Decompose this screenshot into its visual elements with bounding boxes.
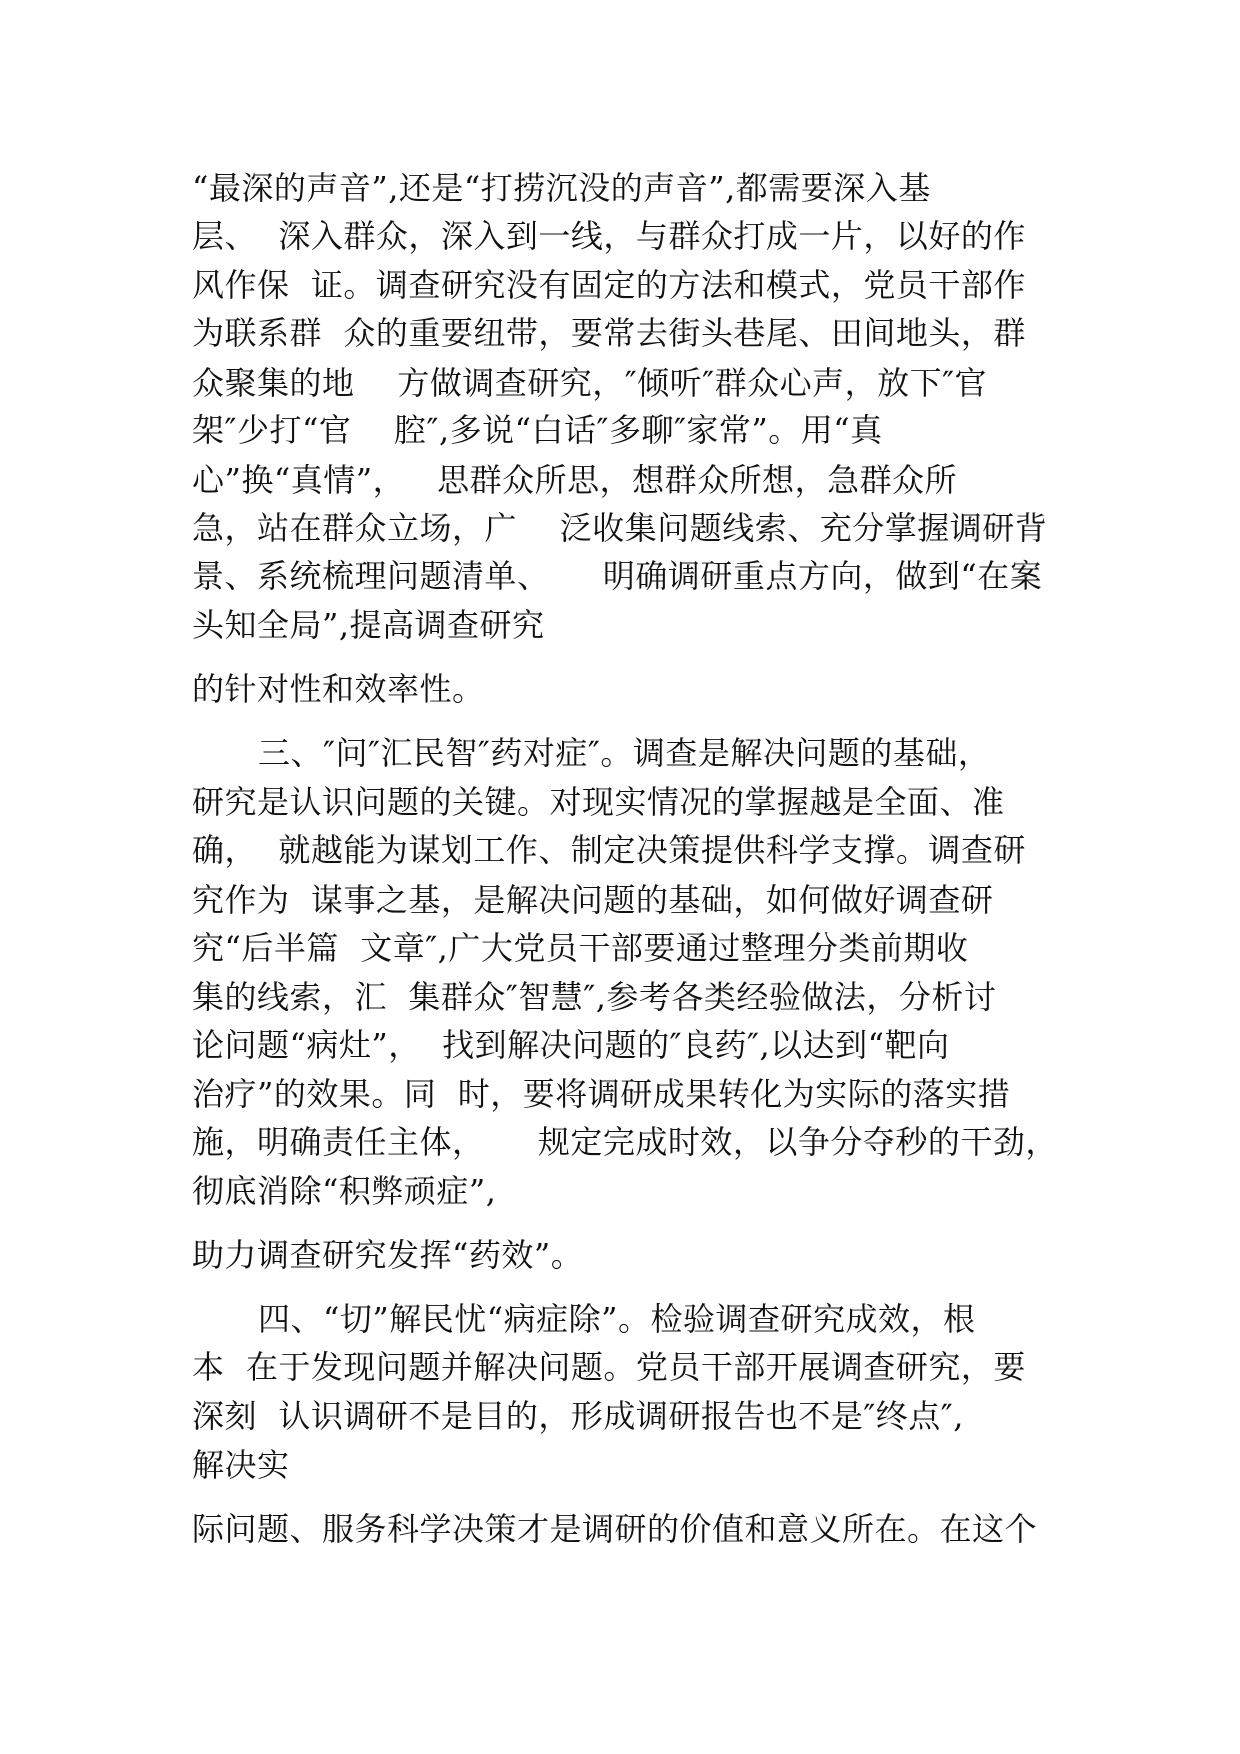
text-line: 众聚集的地 方做调查研究，″倾听″群众心声，放下″官 bbox=[192, 364, 988, 402]
text-line: 的针对性和效率性。 bbox=[192, 670, 485, 708]
text-line: 彻底消除“积弊顽症”, bbox=[192, 1172, 497, 1210]
text-line: 究“后半篇 文章″,广大党员干部要通过整理分类前期收 bbox=[192, 929, 969, 967]
text-line: 施，明确责任主体， 规定完成时效，以争分夺秒的干劲， bbox=[192, 1123, 1058, 1161]
text-line: 研究是认识问题的关键。对现实情况的掌握越是全面、准 bbox=[192, 783, 1005, 821]
text-line: “最深的声音”,还是“打捞沉没的声音”,都需要深入基 bbox=[192, 169, 931, 207]
text-line: 助力调查研究发挥“药效”。 bbox=[192, 1236, 584, 1274]
paragraph-heading: 三、″问″汇民智″药对症″。调查是解决问题的基础， bbox=[258, 734, 991, 772]
text-line: 深刻 认识调研不是目的，形成调研报告也不是″终点″, bbox=[192, 1397, 964, 1435]
text-line: 际问题、服务科学决策才是调研的价值和意义所在。在这个 bbox=[192, 1510, 1038, 1548]
text-line: 治疗”的效果。同 时，要将调研成果转化为实际的落实措 bbox=[192, 1075, 1011, 1113]
text-line: 架″少打“官 腔″,多说“白话″多聊″家常”。用“真 bbox=[192, 411, 883, 449]
text-line: 本 在于发现问题并解决问题。党员干部开展调查研究，要 bbox=[192, 1348, 1026, 1386]
text-line: 究作为 谋事之基，是解决问题的基础，如何做好调查研 bbox=[192, 881, 994, 919]
text-line: 心”换“真情”， 思群众所思，想群众所想，急群众所 bbox=[192, 461, 958, 499]
text-line: 集的线索，汇 集群众″智慧″,参考各类经验做法，分析讨 bbox=[192, 978, 997, 1016]
text-line: 为联系群 众的重要纽带，要常去街头巷尾、田间地头，群 bbox=[192, 314, 1026, 352]
text-line: 解决实 bbox=[192, 1446, 290, 1484]
paragraph-heading: 四、“切”解民忧“病症除”。检验调查研究成效，根 bbox=[258, 1300, 976, 1338]
text-line: 风作保 证。调查研究没有固定的方法和模式，党员干部作 bbox=[192, 266, 1026, 304]
text-line: 头知全局”,提高调查研究 bbox=[192, 606, 545, 644]
text-line: 层、 深入群众，深入到一线，与群众打成一片，以好的作 bbox=[192, 217, 1026, 255]
text-line: 论问题“病灶”， 找到解决问题的″良药″,以达到“靶向 bbox=[192, 1026, 950, 1064]
text-line: 急，站在群众立场，广 泛收集问题线索、充分掌握调研背 bbox=[192, 509, 1048, 547]
text-line: 景、系统梳理问题清单、 明确调研重点方向，做到“在案 bbox=[192, 557, 1043, 595]
text-line: 确， 就越能为谋划工作、制定决策提供科学支撑。调查研 bbox=[192, 831, 1026, 869]
